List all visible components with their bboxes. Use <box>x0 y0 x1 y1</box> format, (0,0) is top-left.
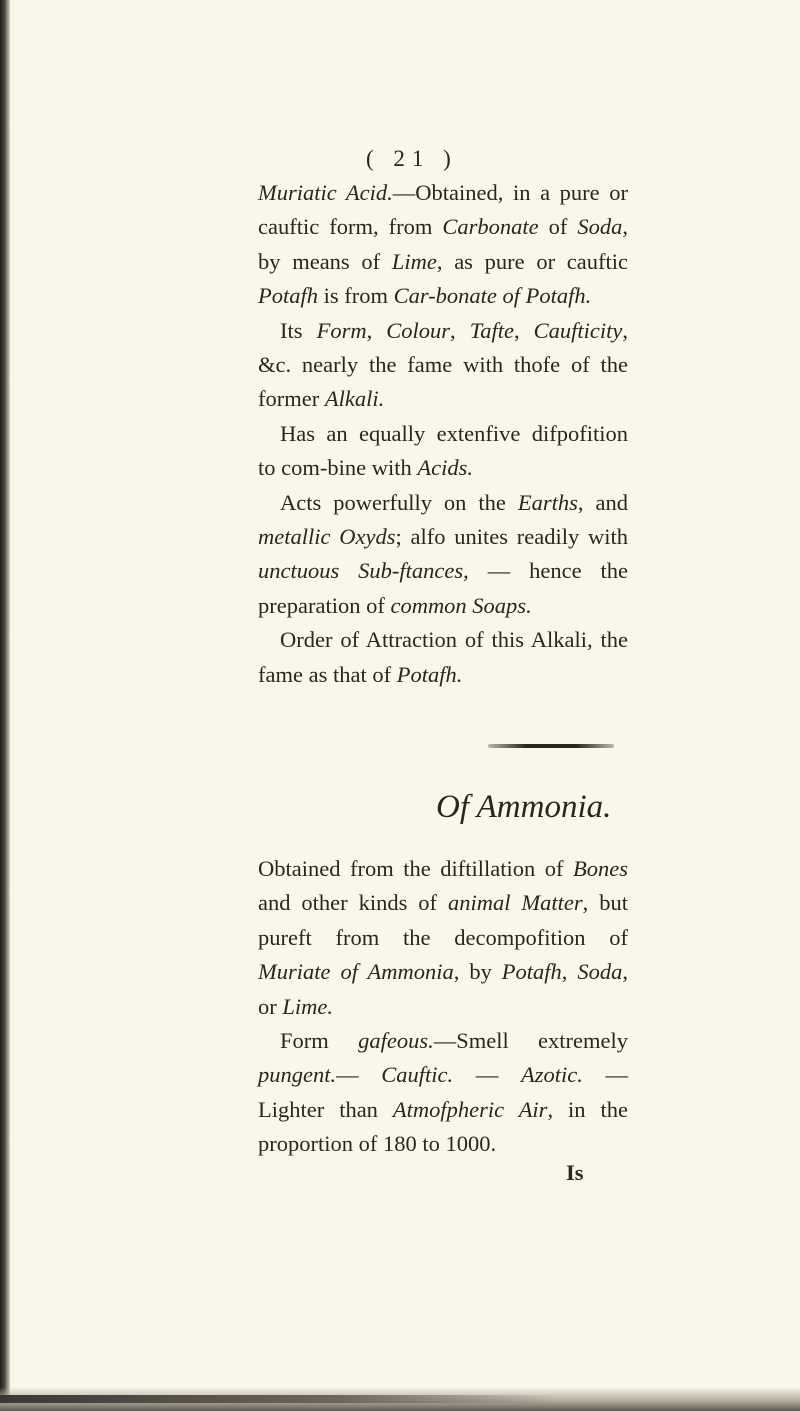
paragraph-ammonia-obtained: Obtained from the diftillation of Bones and other kinds of animal Matter, but pureft from the decompofition of Muriate of Ammonia, by Potafh, Soda, or Lime. <box>258 856 629 1019</box>
paragraph-properties: Its Form, Colour, Tafte, Caufticity, &c. nearly the fame with thofe of the former Alkali. <box>258 317 629 412</box>
section-divider <box>488 744 614 748</box>
catchword: Is <box>566 1160 584 1185</box>
paragraph-earths: Acts powerfully on the Earths, and metallic Oxyds; alfo unites readily with unctuous Sub-ftances, — hence the preparation of common Soaps. <box>258 489 629 618</box>
page-bottom-shadow <box>0 1395 560 1403</box>
paragraph-acids: Has an equally extenfive difpofition to com-bine with Acids. <box>258 420 628 481</box>
page-binding-edge <box>0 0 10 1411</box>
paragraph-ammonia-form: Form gafeous.—Smell extremely pungent.— Cauftic. — Azotic. — Lighter than Atmofpheric Air, in the proportion of 180 to 1000. <box>258 1028 628 1157</box>
paragraph-attraction: Order of Attraction of this Alkali, the fame as that of Potafh. <box>258 627 628 687</box>
alkali-section <box>258 176 628 692</box>
ammonia-section <box>258 852 628 1162</box>
paragraph-muriatic-acid: Muriatic Acid.—Obtained, in a pure or cauftic form, from Carbonate of Soda, by means of Lime, as pure or cauftic Potafh is from Car-bonate of Potafh. <box>258 180 628 309</box>
page-number: ( 21 ) <box>366 146 458 171</box>
section-heading-ammonia: Of Ammonia. <box>436 789 612 825</box>
